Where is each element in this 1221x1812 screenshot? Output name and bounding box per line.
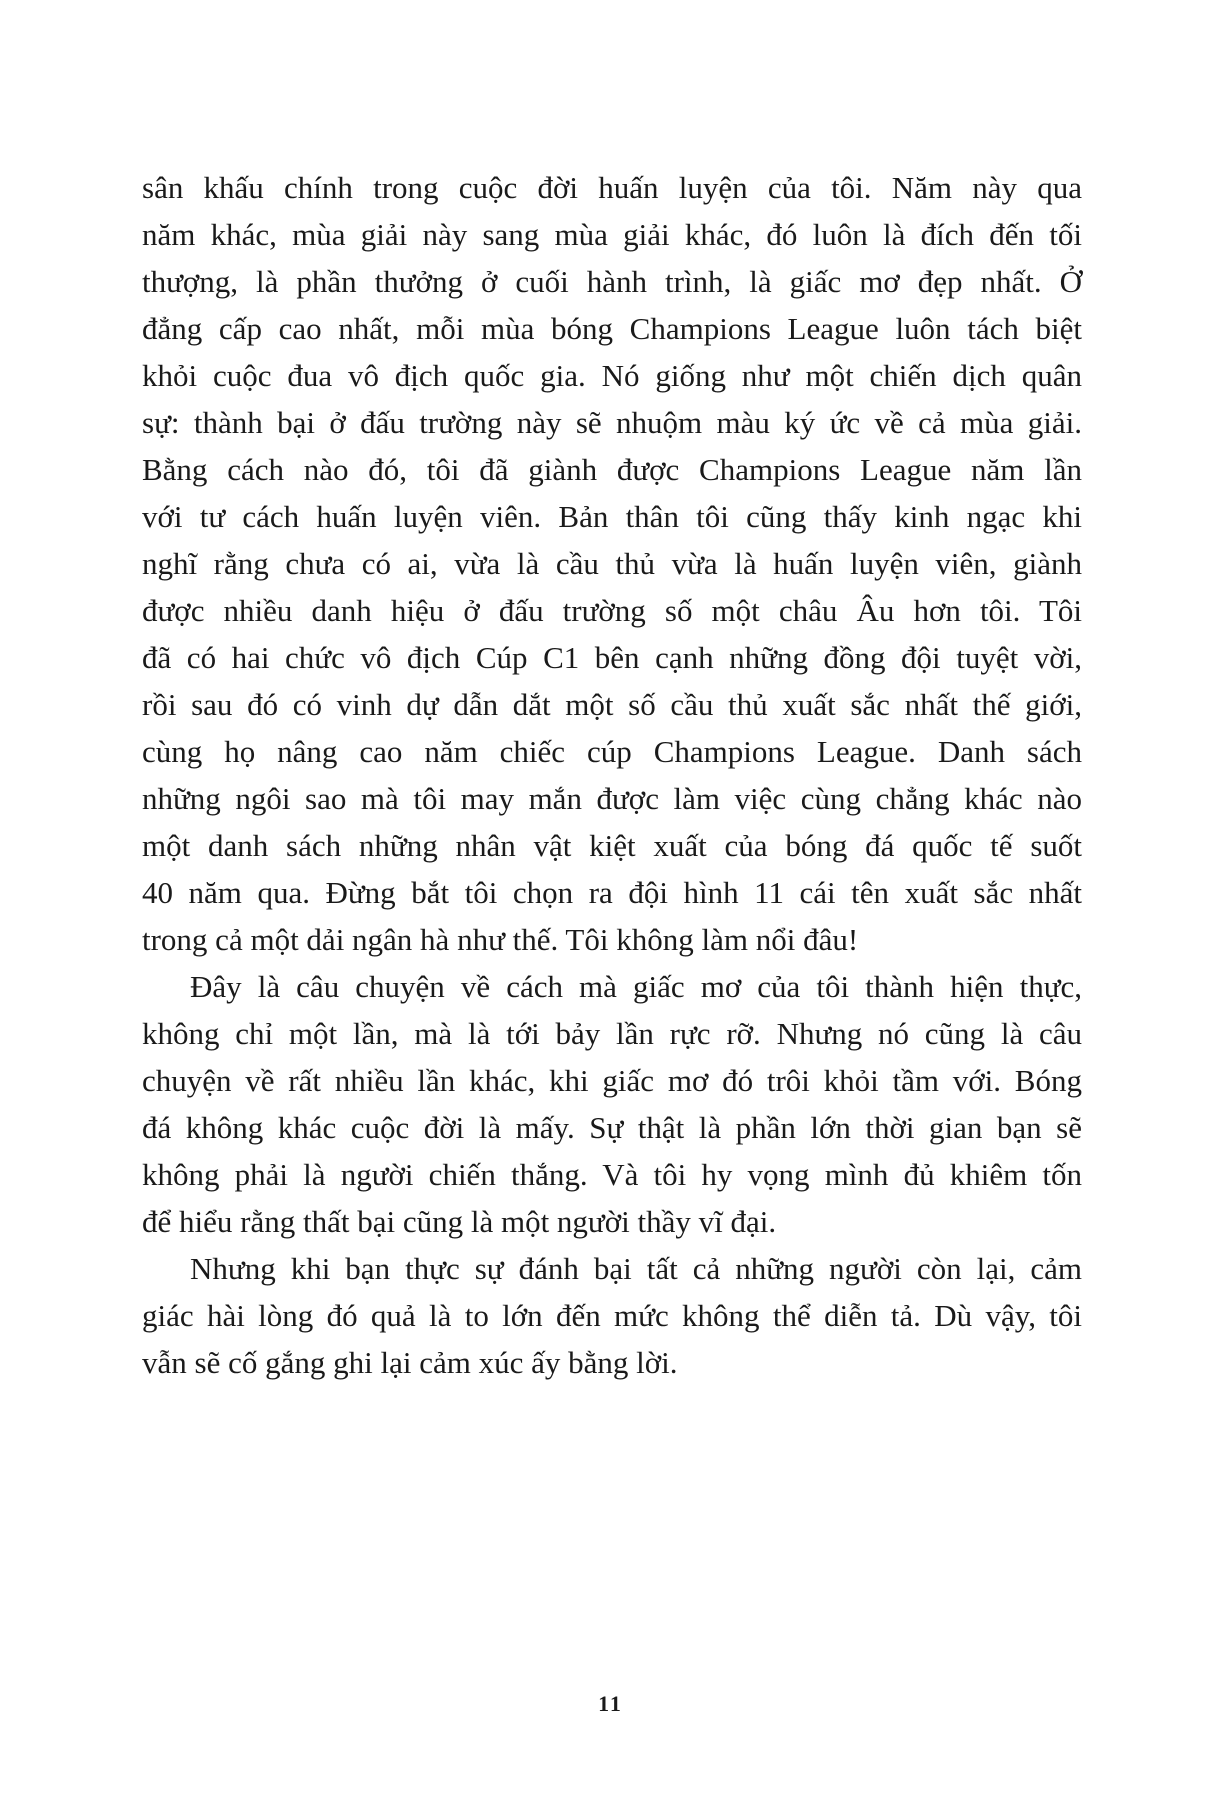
text-line: nghĩ rằng chưa có ai, vừa là cầu thủ vừa là huấn luyện viên, giành — [142, 546, 1082, 581]
text-line: sân khấu chính trong cuộc đời huấn luyện của tôi. Năm này qua — [142, 170, 1082, 205]
text-line: không chỉ một lần, mà là tới bảy lần rực rỡ. Nhưng nó cũng là câu — [142, 1016, 1082, 1051]
text-line: giác hài lòng đó quả là to lớn đến mức không thể diễn tả. Dù vậy, tôi — [142, 1298, 1082, 1333]
text-line: không phải là người chiến thắng. Và tôi hy vọng mình đủ khiêm tốn — [142, 1157, 1082, 1192]
body-text — [142, 164, 1082, 1386]
text-line: năm khác, mùa giải này sang mùa giải khác, đó luôn là đích đến tối — [142, 217, 1082, 252]
text-line: với tư cách huấn luyện viên. Bản thân tôi cũng thấy kinh ngạc khi — [142, 499, 1082, 534]
text-line: đá không khác cuộc đời là mấy. Sự thật là phần lớn thời gian bạn sẽ — [142, 1110, 1082, 1145]
text-line: vẫn sẽ cố gắng ghi lại cảm xúc ấy bằng lời. — [142, 1345, 678, 1380]
text-line: 40 năm qua. Đừng bắt tôi chọn ra đội hình 11 cái tên xuất sắc nhất — [142, 875, 1082, 910]
paragraph — [142, 963, 1082, 1245]
text-line: những ngôi sao mà tôi may mắn được làm việc cùng chẳng khác nào — [142, 781, 1082, 816]
paragraph — [142, 164, 1082, 963]
page-number: 11 — [598, 1691, 623, 1716]
text-line: thượng, là phần thưởng ở cuối hành trình, là giấc mơ đẹp nhất. Ở — [142, 264, 1082, 299]
text-line: chuyện về rất nhiều lần khác, khi giấc mơ đó trôi khỏi tầm với. Bóng — [142, 1063, 1082, 1098]
paragraph — [142, 1245, 1082, 1386]
text-line: Bằng cách nào đó, tôi đã giành được Champions League năm lần — [142, 452, 1082, 487]
text-line: được nhiều danh hiệu ở đấu trường số một châu Âu hơn tôi. Tôi — [142, 593, 1082, 628]
text-line: một danh sách những nhân vật kiệt xuất của bóng đá quốc tế suốt — [142, 828, 1082, 863]
text-line: sự: thành bại ở đấu trường này sẽ nhuộm màu ký ức về cả mùa giải. — [142, 405, 1082, 440]
text-line: đẳng cấp cao nhất, mỗi mùa bóng Champions League luôn tách biệt — [142, 311, 1082, 346]
text-line: khỏi cuộc đua vô địch quốc gia. Nó giống như một chiến dịch quân — [142, 358, 1082, 393]
text-line: cùng họ nâng cao năm chiếc cúp Champions League. Danh sách — [142, 734, 1082, 769]
text-line: Đây là câu chuyện về cách mà giấc mơ của tôi thành hiện thực, — [190, 969, 1082, 1004]
text-line: rồi sau đó có vinh dự dẫn dắt một số cầu thủ xuất sắc nhất thế giới, — [142, 687, 1082, 722]
text-line: để hiểu rằng thất bại cũng là một người thầy vĩ đại. — [142, 1204, 777, 1239]
text-line: Nhưng khi bạn thực sự đánh bại tất cả những người còn lại, cảm — [190, 1251, 1082, 1286]
text-line: đã có hai chức vô địch Cúp C1 bên cạnh những đồng đội tuyệt vời, — [142, 640, 1082, 675]
text-line: trong cả một dải ngân hà như thế. Tôi không làm nổi đâu! — [142, 922, 859, 957]
